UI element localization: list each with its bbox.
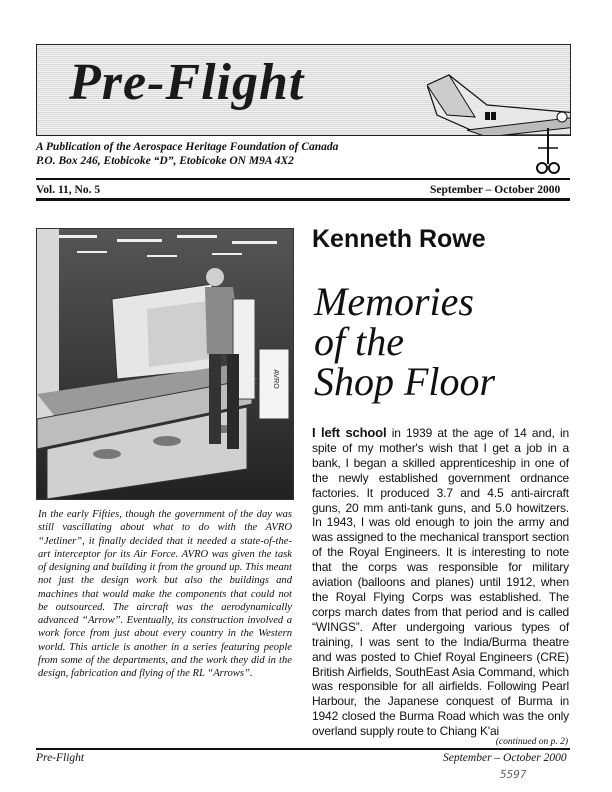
- header-rule-bottom: [36, 198, 570, 201]
- photo-sign-text: AVRO: [272, 369, 279, 389]
- footer-title: Pre-Flight: [36, 752, 85, 764]
- headline-line-1: Memories: [314, 279, 474, 324]
- header-rule-top: [36, 178, 570, 180]
- continued-note: (continued on p. 2): [495, 737, 568, 747]
- footer-date: September – October 2000: [443, 752, 567, 764]
- headline-line-3: Shop Floor: [314, 359, 496, 404]
- masthead-banner: [36, 44, 571, 136]
- issue-date: September – October 2000: [430, 184, 561, 196]
- address-line: P.O. Box 246, Etobicoke “D”, Etobicoke ON M9A 4X2: [36, 155, 294, 167]
- factory-photo: [36, 228, 294, 500]
- photo-caption: In the early Fifties, though the government of the day was still vascillating about what to do with the AVRO “Jetliner”, it finally decided that it needed a state-of-the-art interceptor for its Air Force. AVRO was given the task of designing and building it from the ground up. This meant not just the design work but also the buildings and machines that would make the components that could not be outsourced. The aircraft was the aerodynamically advanced “Arrow”. Eventually, its construction involved a work force from just about every country in the Western world. This article is another in a series featuring people from some of the departments, and the work they did in the design, fabrication and flying of the RL “Arrows”.: [38, 509, 292, 679]
- newsletter-title: Pre-Flight: [69, 54, 305, 111]
- headline-line-2: of the: [314, 319, 404, 364]
- volume-number: Vol. 11, No. 5: [36, 184, 101, 196]
- landing-gear-illustration: [528, 128, 568, 176]
- publisher-line: A Publication of the Aerospace Heritage Foundation of Canada: [36, 141, 339, 153]
- jet-aircraft-illustration: [427, 55, 571, 136]
- article-text: in 1939 at the age of 14 and, in spite of my mother's wish that I get a job in a bank, I began a skilled apprenticeship in one of the newly established government ordnance factories. It produced 3.7 and 4.5 anti-aircraft guns, 20 mm anti-tank guns, and 5.0 howitzers. In 1943, I was old enough to join the army and was assigned to the mechanical transport section of the Royal Engineers. It is interesting to note that the corps was responsible for military aviation (balloons and planes) until 1912, when the Royal Flying Corps was established. The corps march dates from that period and is called “WINGS”. After undergoing various types of training, I was sent to the India/Burma theatre and was posted to Chief Royal Engineers (CRE) British Airfields, SouthEast Asia Command, which was responsible for all airfields. Following Pearl Harbour, the Japanese conquest of Burma in 1942 closed the Burma Road which was the only overland supply route to Chiang K'ai: [312, 426, 569, 739]
- article-body: [312, 426, 569, 739]
- article-author: Kenneth Rowe: [312, 225, 486, 253]
- footer-rule: [36, 748, 570, 750]
- handwritten-number: 5597: [500, 768, 527, 781]
- article-lead-in: I left school: [312, 425, 387, 440]
- factory-photo-illustration: [37, 229, 293, 499]
